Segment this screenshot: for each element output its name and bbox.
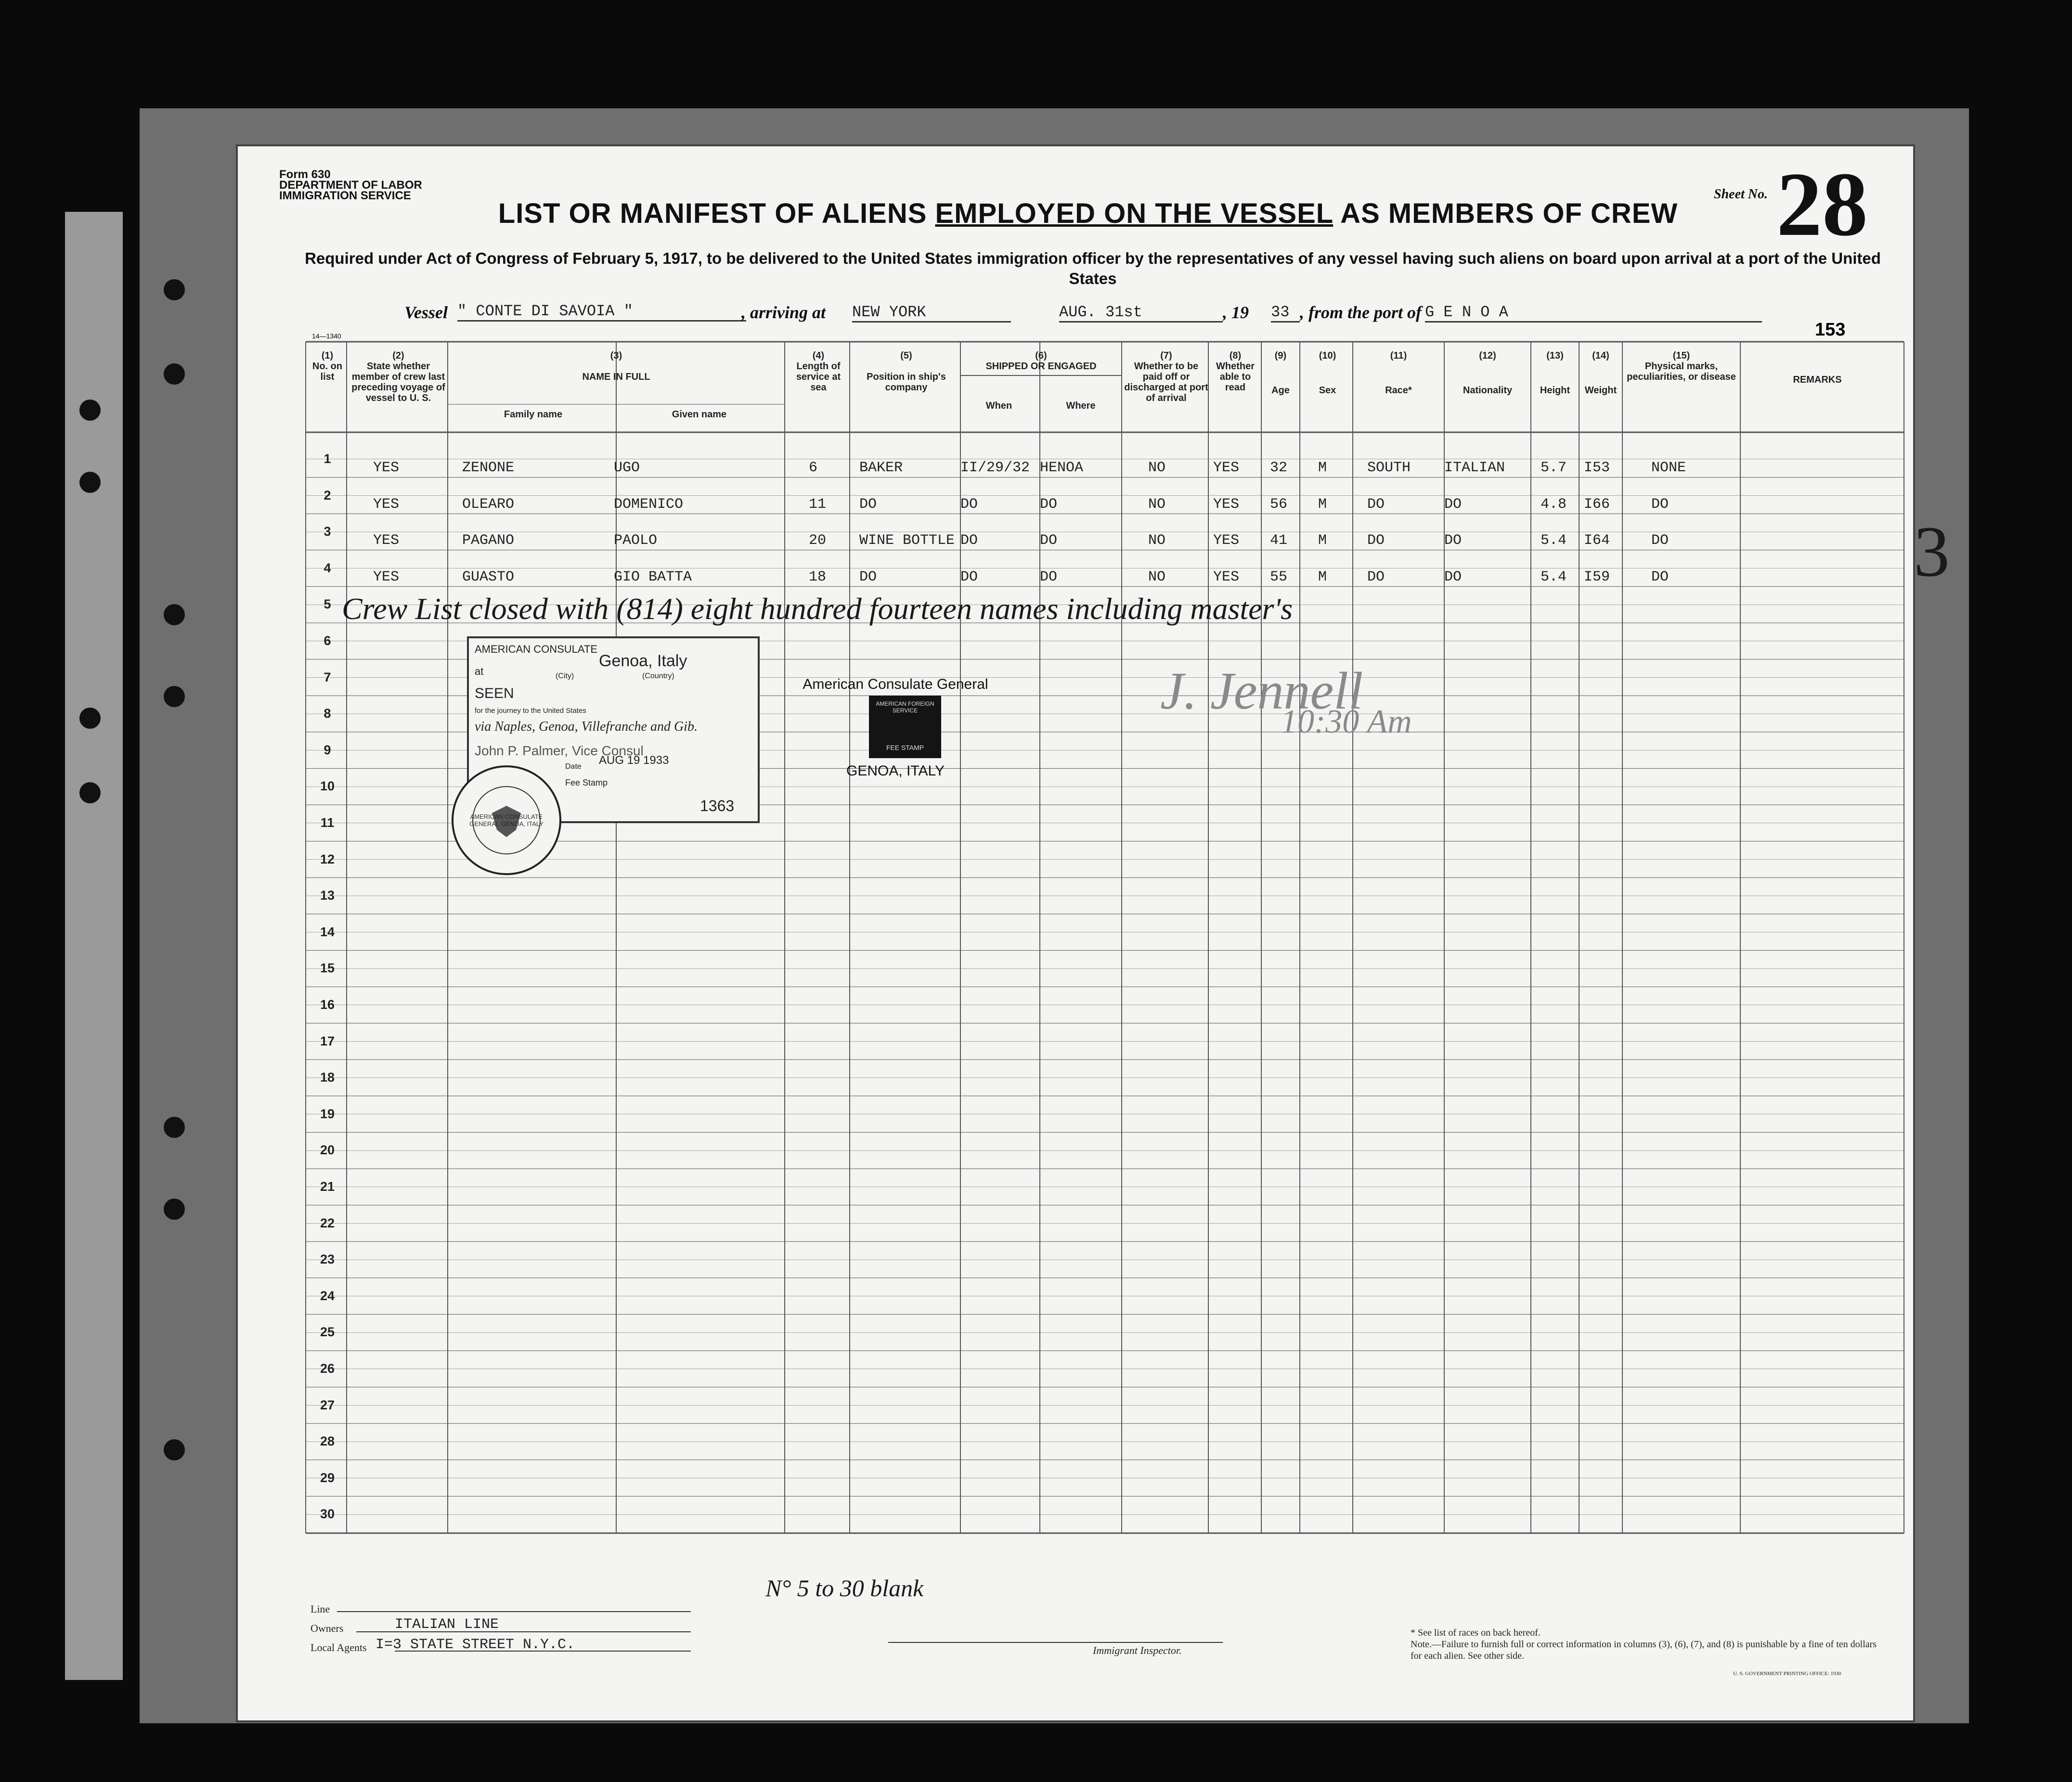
row-number: 19 — [320, 1106, 335, 1121]
subcol-given: Given name — [672, 409, 727, 420]
sheet-label: Sheet No. — [1714, 187, 1768, 202]
race-cell: DO — [1367, 568, 1385, 585]
service-name: IMMIGRATION SERVICE — [279, 189, 411, 202]
nationality-cell: DO — [1444, 532, 1462, 549]
col-label: Length of service at sea — [796, 361, 841, 393]
stamp-journey: for the journey to the United States — [475, 707, 586, 715]
stamp-date: AUG 19 1933 — [599, 754, 669, 767]
service-length-cell: 20 — [809, 532, 827, 549]
col-num: (12) — [1479, 350, 1496, 361]
row-number: 17 — [320, 1033, 335, 1048]
service-length-cell: 11 — [809, 496, 827, 513]
shipped-where-cell: HENOA — [1040, 460, 1084, 476]
row-number: 6 — [324, 633, 331, 648]
col-label: State whether member of crew last preceding voyage of vessel to U. S. — [351, 361, 445, 403]
sheet-number: 28 — [1776, 154, 1868, 255]
shipped-where-cell: DO — [1040, 532, 1058, 549]
row-number: 18 — [320, 1070, 335, 1085]
port-of-arrival: NEW YORK — [852, 303, 1011, 323]
paid-off-cell: NO — [1148, 460, 1166, 476]
able-to-read-cell: YES — [1213, 460, 1240, 476]
fee-stamp-bottom: FEE STAMP — [886, 744, 924, 751]
row-number: 26 — [320, 1361, 335, 1376]
col-num: (2) — [392, 350, 404, 361]
owners-value: ITALIAN LINE — [395, 1616, 499, 1633]
col-label: Weight — [1584, 385, 1617, 396]
col-num: (7) — [1160, 350, 1172, 361]
col-num: (3) — [610, 350, 622, 361]
printing-office: U. S. GOVERNMENT PRINTING OFFICE: 1930 — [1733, 1671, 1841, 1677]
subcol-when: When — [985, 400, 1012, 411]
height-cell: 4.8 — [1541, 496, 1567, 513]
col-num: (6) — [1035, 350, 1047, 361]
family-name-cell: ZENONE — [462, 460, 515, 476]
prev-voyage-cell: YES — [373, 568, 400, 585]
row-number: 29 — [320, 1470, 335, 1485]
fee-stamp-top: AMERICAN FOREIGN SERVICE — [876, 700, 934, 714]
row-number: 28 — [320, 1434, 335, 1449]
row-number: 5 — [324, 597, 331, 612]
arrival-year: 33 — [1271, 303, 1300, 323]
agents-label: Local Agents — [311, 1641, 367, 1653]
title-part: AS MEMBERS OF CREW — [1333, 198, 1678, 229]
family-name-cell: OLEARO — [462, 496, 515, 513]
penalty-note: Note.—Failure to furnish full or correct information in columns (3), (6), (7), and (8) is punishable by a fine of ten dollars for each alien. See other side. — [1411, 1639, 1877, 1661]
agents-value: I=3 STATE STREET N.Y.C. — [376, 1637, 575, 1653]
shipped-where-cell: DO — [1040, 568, 1058, 585]
arrival-date: AUG. 31st — [1059, 303, 1223, 323]
service-length-cell: 18 — [809, 568, 827, 585]
stamp-country-caption: (Country) — [642, 672, 674, 680]
subcol-family: Family name — [504, 409, 563, 420]
race-cell: DO — [1367, 496, 1385, 513]
row-number: 25 — [320, 1325, 335, 1340]
able-to-read-cell: YES — [1213, 496, 1240, 513]
arriving-label: , arriving at — [741, 303, 826, 322]
col-num: (5) — [900, 350, 912, 361]
able-to-read-cell: YES — [1213, 568, 1240, 585]
blank-rows-note: N° 5 to 30 blank — [765, 1575, 924, 1601]
port-of-departure: G E N O A — [1425, 303, 1762, 323]
shipped-when-cell: II/29/32 — [960, 460, 1030, 476]
form-number: Form 630 — [279, 168, 331, 181]
weight-cell: I64 — [1584, 532, 1610, 549]
given-name-cell: DOMENICO — [614, 496, 684, 513]
prev-voyage-cell: YES — [373, 496, 400, 513]
position-cell: BAKER — [859, 460, 903, 476]
col-label: Position in ship's company — [867, 372, 946, 393]
age-cell: 32 — [1270, 460, 1288, 476]
col-num: (15) — [1672, 350, 1690, 361]
inspector-label: Immigrant Inspector. — [1093, 1644, 1182, 1656]
stamp-officer: John P. Palmer, Vice Consul — [475, 743, 644, 758]
physical-marks-cell: DO — [1651, 568, 1669, 585]
row-number: 7 — [324, 670, 331, 684]
prev-voyage-cell: YES — [373, 532, 400, 549]
race-cell: DO — [1367, 532, 1385, 549]
line-label: Line — [311, 1603, 330, 1615]
sex-cell: M — [1318, 460, 1327, 476]
row-number: 11 — [320, 815, 335, 830]
row-number: 23 — [320, 1252, 335, 1267]
department-name: DEPARTMENT OF LABOR — [279, 179, 422, 192]
owners-label: Owners — [311, 1622, 344, 1634]
row-number: 30 — [320, 1507, 335, 1522]
stamp-fee-label: Fee Stamp — [565, 778, 608, 788]
row-number: 22 — [320, 1215, 335, 1230]
col-num: (11) — [1390, 350, 1407, 361]
col-label: Age — [1271, 385, 1290, 396]
stamp-number: 1363 — [700, 797, 735, 814]
col-label: Race* — [1385, 385, 1412, 396]
col-label: Height — [1540, 385, 1570, 396]
year-prefix: , 19 — [1223, 303, 1249, 322]
col-num: (1) — [321, 350, 334, 361]
row-number: 4 — [324, 560, 331, 575]
given-name-cell: PAOLO — [614, 532, 658, 549]
row-number: 14 — [320, 924, 335, 939]
col-label: REMARKS — [1793, 374, 1842, 385]
col-label: Physical marks, peculiarities, or disease — [1627, 361, 1736, 382]
col-num: (4) — [812, 350, 825, 361]
nationality-cell: DO — [1444, 496, 1462, 513]
height-cell: 5.4 — [1541, 532, 1567, 549]
row-number: 12 — [320, 852, 335, 866]
from-port-label: , from the port of — [1300, 303, 1422, 322]
position-cell: DO — [859, 568, 877, 585]
prev-voyage-cell: YES — [373, 460, 400, 476]
age-cell: 55 — [1270, 568, 1288, 585]
height-cell: 5.7 — [1541, 460, 1567, 476]
consulate-general-heading: American Consulate General — [803, 676, 988, 692]
col-num: (13) — [1546, 350, 1564, 361]
stamp-at: at — [475, 665, 484, 677]
row-number: 27 — [320, 1397, 335, 1412]
physical-marks-cell: DO — [1651, 496, 1669, 513]
paid-off-cell: NO — [1148, 568, 1166, 585]
weight-cell: I59 — [1584, 568, 1610, 585]
given-name-cell: UGO — [614, 460, 640, 476]
position-cell: WINE BOTTLE — [859, 532, 955, 549]
given-name-cell: GIO BATTA — [614, 568, 692, 585]
row-number: 10 — [320, 779, 335, 794]
races-note: * See list of races on back hereof. — [1411, 1627, 1541, 1638]
col-num: (10) — [1319, 350, 1336, 361]
stamp-city-caption: (City) — [556, 672, 574, 680]
weight-cell: I66 — [1584, 496, 1610, 513]
row-number: 9 — [324, 742, 331, 757]
nationality-cell: DO — [1444, 568, 1462, 585]
col-label: NAME IN FULL — [582, 372, 650, 382]
col-label: Whether to be paid off or discharged at port of arrival — [1124, 361, 1208, 403]
row-number: 2 — [324, 488, 331, 503]
vessel-label: Vessel — [404, 303, 448, 322]
row-number: 3 — [324, 524, 331, 539]
paid-off-cell: NO — [1148, 532, 1166, 549]
col-label: Nationality — [1463, 385, 1513, 396]
col-label: SHIPPED OR ENGAGED — [985, 361, 1097, 372]
row-number: 15 — [320, 961, 335, 976]
age-cell: 56 — [1270, 496, 1288, 513]
row-number: 8 — [324, 706, 331, 721]
sex-cell: M — [1318, 532, 1327, 549]
stamp-date-label: Date — [565, 762, 582, 771]
document-subtitle: Required under Act of Congress of February 5, 1917, to be delivered to the United States immigration officer by the representatives of any vessel having such aliens on board upon arrival at a port of the United States — [305, 249, 1881, 287]
row-number: 21 — [320, 1179, 335, 1194]
row-number: 24 — [320, 1288, 335, 1303]
margin-mark: 3 — [1914, 512, 1950, 592]
row-number: 13 — [320, 888, 335, 903]
vessel-name: " CONTE DI SAVOIA " — [457, 302, 746, 322]
physical-marks-cell: DO — [1651, 532, 1669, 549]
family-name-cell: PAGANO — [462, 532, 515, 549]
consulate-general-city: GENOA, ITALY — [846, 763, 945, 779]
closing-note-handwritten: Crew List closed with (814) eight hundred fourteen names including master's — [342, 592, 1293, 626]
col-label: Whether able to read — [1216, 361, 1255, 393]
subcol-where: Where — [1066, 400, 1096, 411]
shipped-when-cell: DO — [960, 532, 978, 549]
row-number: 20 — [320, 1143, 335, 1158]
col-num: (8) — [1229, 350, 1242, 361]
stamp-seen: SEEN — [475, 685, 514, 701]
row-number: 1 — [324, 452, 331, 466]
form-code: 14—1340 — [312, 332, 341, 340]
nationality-cell: ITALIAN — [1444, 460, 1505, 476]
row-number: 16 — [320, 997, 335, 1012]
col-label: Sex — [1319, 385, 1336, 396]
shipped-when-cell: DO — [960, 568, 978, 585]
stamp-header: AMERICAN CONSULATE — [475, 643, 598, 655]
col-num: (14) — [1592, 350, 1609, 361]
service-length-cell: 6 — [809, 460, 818, 476]
col-label: No. on list — [312, 361, 343, 382]
title-emphasis: EMPLOYED ON THE VESSEL — [935, 198, 1334, 229]
paid-off-cell: NO — [1148, 496, 1166, 513]
sex-cell: M — [1318, 496, 1327, 513]
col-num: (9) — [1274, 350, 1287, 361]
race-cell: SOUTH — [1367, 460, 1411, 476]
height-cell: 5.4 — [1541, 568, 1567, 585]
stamp-via-route: via Naples, Genoa, Villefranche and Gib. — [475, 719, 698, 734]
batch-code: 153 — [1815, 320, 1846, 340]
sex-cell: M — [1318, 568, 1327, 585]
weight-cell: I53 — [1584, 460, 1610, 476]
age-cell: 41 — [1270, 532, 1288, 549]
physical-marks-cell: NONE — [1651, 460, 1686, 476]
seal-text: AMERICAN CONSULATE GENERAL GENOA, ITALY — [469, 813, 544, 827]
inspector-signature: J. Jennell — [1160, 661, 1363, 720]
able-to-read-cell: YES — [1213, 532, 1240, 549]
stamp-city: Genoa, Italy — [599, 652, 687, 670]
shipped-where-cell: DO — [1040, 496, 1058, 513]
family-name-cell: GUASTO — [462, 568, 515, 585]
title-part: LIST OR MANIFEST OF ALIENS — [498, 198, 935, 229]
inspection-time: 10:30 Am — [1281, 703, 1412, 740]
position-cell: DO — [859, 496, 877, 513]
shipped-when-cell: DO — [960, 496, 978, 513]
